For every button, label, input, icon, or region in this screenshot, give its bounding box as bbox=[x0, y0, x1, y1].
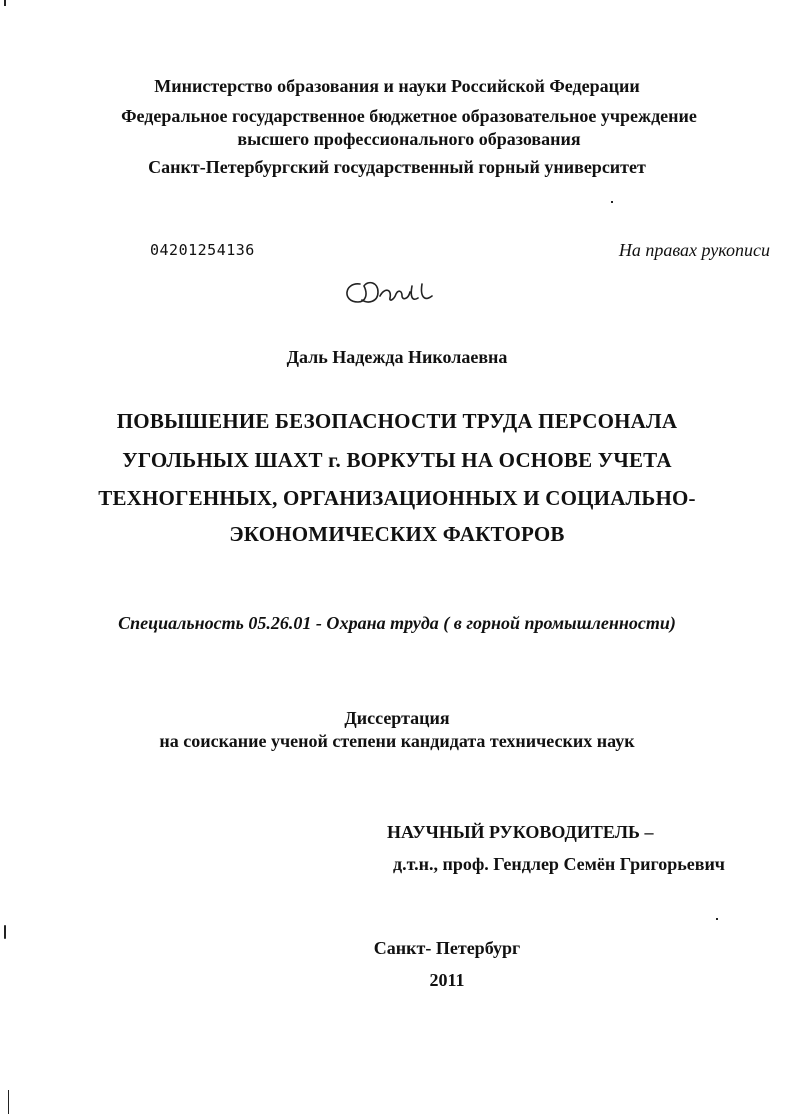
author-signature bbox=[338, 272, 448, 317]
document-code: 04201254136 bbox=[150, 241, 255, 259]
thesis-title-line-1: ПОВЫШЕНИЕ БЕЗОПАСНОСТИ ТРУДА ПЕРСОНАЛА bbox=[116, 409, 678, 433]
year: 2011 bbox=[429, 970, 465, 990]
university-line: Санкт-Петербургский государственный горный университет bbox=[148, 157, 646, 177]
scan-mark-left bbox=[4, 925, 6, 939]
supervisor-name: д.т.н., проф. Гендлер Семён Григорьевич bbox=[393, 854, 725, 874]
author-name: Даль Надежда Николаевна bbox=[286, 347, 508, 367]
supervisor-label: НАУЧНЫЙ РУКОВОДИТЕЛЬ – bbox=[387, 822, 654, 842]
scan-mark-bottom bbox=[8, 1090, 9, 1114]
dissertation-label: Диссертация bbox=[344, 708, 450, 728]
ministry-line: Министерство образования и науки Российской Федерации bbox=[154, 76, 640, 96]
thesis-title-line-4: ЭКОНОМИЧЕСКИХ ФАКТОРОВ bbox=[229, 522, 565, 546]
degree-line: на соискание ученой степени кандидата технических наук bbox=[159, 731, 635, 751]
thesis-title-line-3: ТЕХНОГЕННЫХ, ОРГАНИЗАЦИОННЫХ И СОЦИАЛЬНО- bbox=[98, 486, 696, 510]
scan-speck-2 bbox=[716, 918, 718, 920]
scan-speck-1 bbox=[611, 201, 613, 203]
rights-notice: На правах рукописи bbox=[618, 240, 770, 260]
scan-mark-top bbox=[4, 0, 6, 6]
city: Санкт- Петербург bbox=[373, 938, 521, 958]
institution-line-2: высшего профессионального образования bbox=[237, 129, 581, 149]
specialty: Специальность 05.26.01 - Охрана труда ( в горной промышленности) bbox=[118, 613, 676, 633]
thesis-title-line-2: УГОЛЬНЫХ ШАХТ г. ВОРКУТЫ НА ОСНОВЕ УЧЕТА bbox=[122, 448, 672, 472]
institution-line-1: Федеральное государственное бюджетное образовательное учреждение bbox=[121, 106, 697, 126]
